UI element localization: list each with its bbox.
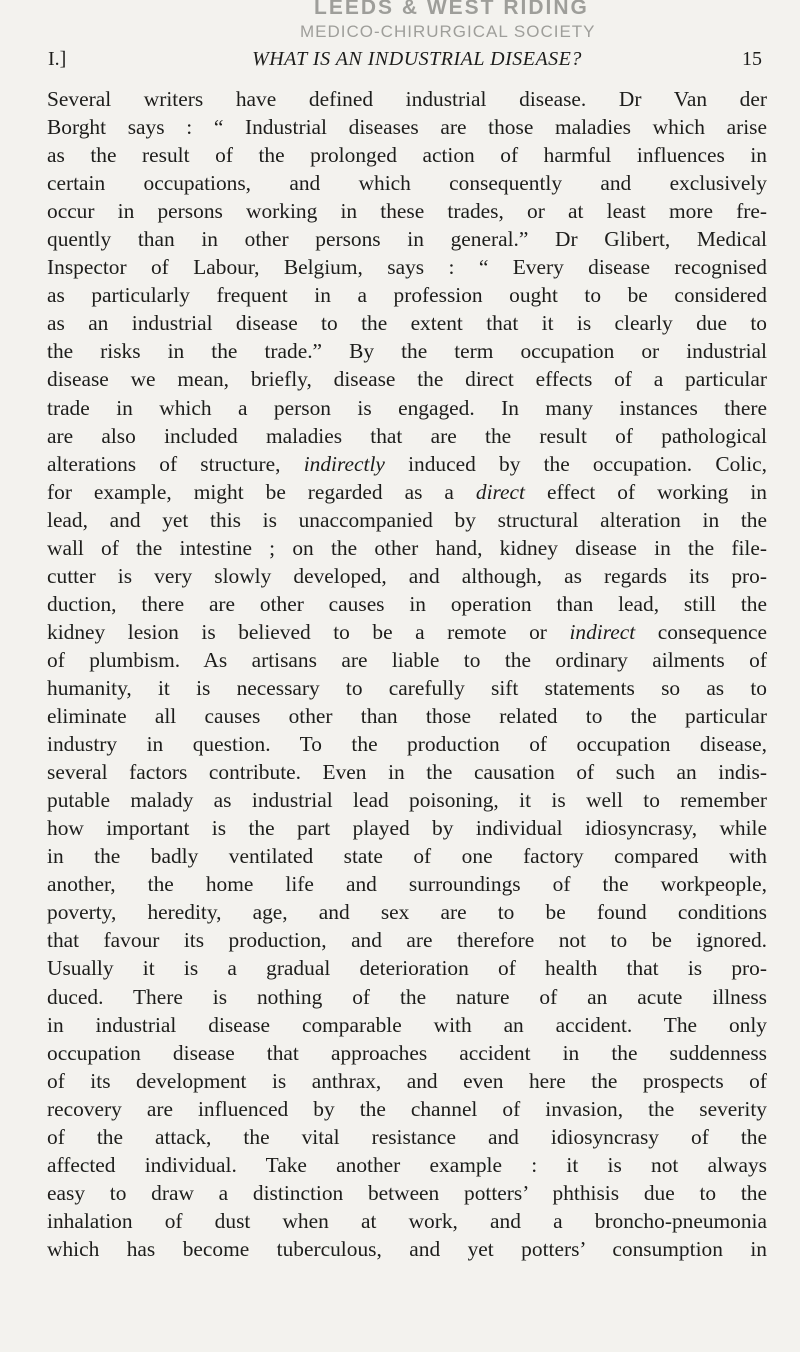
text-line: [47, 197, 767, 225]
text-line: [47, 1011, 767, 1039]
text-line: [47, 365, 767, 393]
text-line: [47, 85, 767, 113]
text-line: [47, 983, 767, 1011]
text-line: [47, 618, 767, 646]
text-line: [47, 1207, 767, 1235]
text-segment: of its development is anthrax, and even here the prospects of: [47, 1068, 767, 1093]
chapter-number: I.]: [48, 48, 67, 70]
text-line: [47, 450, 767, 478]
text-segment: wall of the intestine ; on the other hand, kidney disease in the file-: [47, 535, 767, 560]
italic-word: indirect: [569, 619, 636, 644]
text-line: [47, 926, 767, 954]
text-segment: humanity, it is necessary to carefully sift statements so as to: [47, 675, 767, 700]
text-segment: alterations of structure,: [47, 451, 304, 476]
text-segment: occur in persons working in these trades, or at least more fre-: [47, 199, 767, 224]
text-line: [47, 309, 767, 337]
text-line: [47, 1235, 767, 1263]
text-segment: which has become tuberculous, and yet potters’ consumption in: [47, 1236, 767, 1261]
text-segment: Inspector of Labour, Belgium, says : “ Every disease recognised: [47, 255, 767, 280]
text-line: [47, 1123, 767, 1151]
running-head-title: WHAT IS AN INDUSTRIAL DISEASE?: [252, 48, 582, 70]
text-segment: how important is the part played by individual idiosyncrasy, while: [47, 816, 767, 841]
text-line: [47, 281, 767, 309]
text-segment: recovery are influenced by the channel of invasion, the severity: [47, 1096, 767, 1121]
text-segment: duction, there are other causes in operation than lead, still the: [47, 591, 767, 616]
text-segment: as an industrial disease to the extent that it is clearly due to: [47, 311, 767, 336]
text-segment: for example, might be regarded as a: [47, 479, 476, 504]
text-segment: in the badly ventilated state of one factory compared with: [47, 844, 767, 869]
text-segment: Several writers have defined industrial disease. Dr Van der: [47, 87, 767, 111]
text-segment: induced by the occupation. Colic,: [384, 451, 768, 476]
italic-word: indirectly: [303, 451, 385, 476]
text-segment: cutter is very slowly developed, and although, as regards its pro-: [47, 563, 767, 588]
text-segment: eliminate all causes other than those related to the particular: [47, 704, 767, 729]
text-line: [47, 842, 767, 870]
text-line: [47, 113, 767, 141]
text-segment: as particularly frequent in a profession ought to be considered: [47, 283, 767, 308]
text-line: [47, 534, 767, 562]
text-segment: that favour its production, and are therefore not to be ignored.: [47, 928, 767, 953]
text-segment: Usually it is a gradual deterioration of health that is pro-: [47, 956, 767, 981]
text-segment: trade in which a person is engaged. In many instances there: [47, 395, 767, 420]
text-segment: putable malady as industrial lead poisoning, it is well to remember: [47, 788, 767, 813]
text-segment: effect of working in: [525, 479, 767, 504]
text-line: [47, 898, 767, 926]
text-line: [47, 337, 767, 365]
text-line: [47, 394, 767, 422]
text-segment: of the attack, the vital resistance and idiosyncrasy of the: [47, 1124, 767, 1149]
text-segment: easy to draw a distinction between potters’ phthisis due to the: [47, 1180, 767, 1205]
text-line: [47, 814, 767, 842]
text-segment: lead, and yet this is unaccompanied by structural alteration in the: [47, 507, 767, 532]
text-line: [47, 730, 767, 758]
text-segment: of plumbism. As artisans are liable to the ordinary ailments of: [47, 647, 767, 672]
text-line: [47, 422, 767, 450]
text-line: [47, 1095, 767, 1123]
text-line: [47, 562, 767, 590]
text-segment: in industrial disease comparable with an accident. The only: [47, 1012, 767, 1037]
text-line: [47, 1179, 767, 1207]
text-line: [47, 758, 767, 786]
text-segment: poverty, heredity, age, and sex are to be found conditions: [47, 900, 767, 925]
text-segment: quently than in other persons in general.” Dr Glibert, Medical: [47, 227, 767, 252]
text-segment: Borght says : “ Industrial diseases are those maladies which arise: [47, 115, 767, 140]
text-line: [47, 786, 767, 814]
text-segment: occupation disease that approaches accident in the suddenness: [47, 1040, 767, 1065]
text-segment: the risks in the trade.” By the term occupation or industrial: [47, 339, 767, 364]
text-line: [47, 506, 767, 534]
stamp-line-1: LEEDS & WEST RIDING: [314, 0, 589, 19]
stamp-line-2: MEDICO-CHIRURGICAL SOCIETY: [300, 22, 596, 41]
text-segment: kidney lesion is believed to be a remote or: [47, 619, 570, 644]
text-line: [47, 590, 767, 618]
text-segment: duced. There is nothing of the nature of an acute illness: [47, 984, 767, 1009]
text-segment: as the result of the prolonged action of harmful influences in: [47, 143, 767, 168]
text-line: [47, 1067, 767, 1095]
text-segment: certain occupations, and which consequently and exclusively: [47, 171, 767, 196]
text-segment: consequence: [635, 619, 767, 644]
text-line: [47, 225, 767, 253]
text-line: [47, 702, 767, 730]
body-paragraph: [47, 85, 767, 1263]
text-line: [47, 954, 767, 982]
text-segment: another, the home life and surroundings of the workpeople,: [47, 872, 767, 897]
text-line: [47, 1151, 767, 1179]
text-line: [47, 870, 767, 898]
text-line: [47, 478, 767, 506]
text-line: [47, 169, 767, 197]
text-segment: affected individual. Take another example : it is not always: [47, 1152, 767, 1177]
text-line: [47, 253, 767, 281]
running-head: [48, 48, 762, 78]
text-segment: disease we mean, briefly, disease the direct effects of a particular: [47, 367, 767, 392]
text-line: [47, 141, 767, 169]
italic-word: direct: [475, 479, 525, 504]
text-line: [47, 1039, 767, 1067]
text-line: [47, 646, 767, 674]
text-segment: are also included maladies that are the result of pathological: [47, 423, 767, 448]
text-segment: industry in question. To the production of occupation disease,: [47, 732, 767, 757]
text-segment: inhalation of dust when at work, and a broncho-pneumonia: [47, 1208, 767, 1233]
text-line: [47, 674, 767, 702]
page-number: 15: [742, 48, 762, 70]
text-segment: several factors contribute. Even in the causation of such an indis-: [47, 760, 767, 785]
